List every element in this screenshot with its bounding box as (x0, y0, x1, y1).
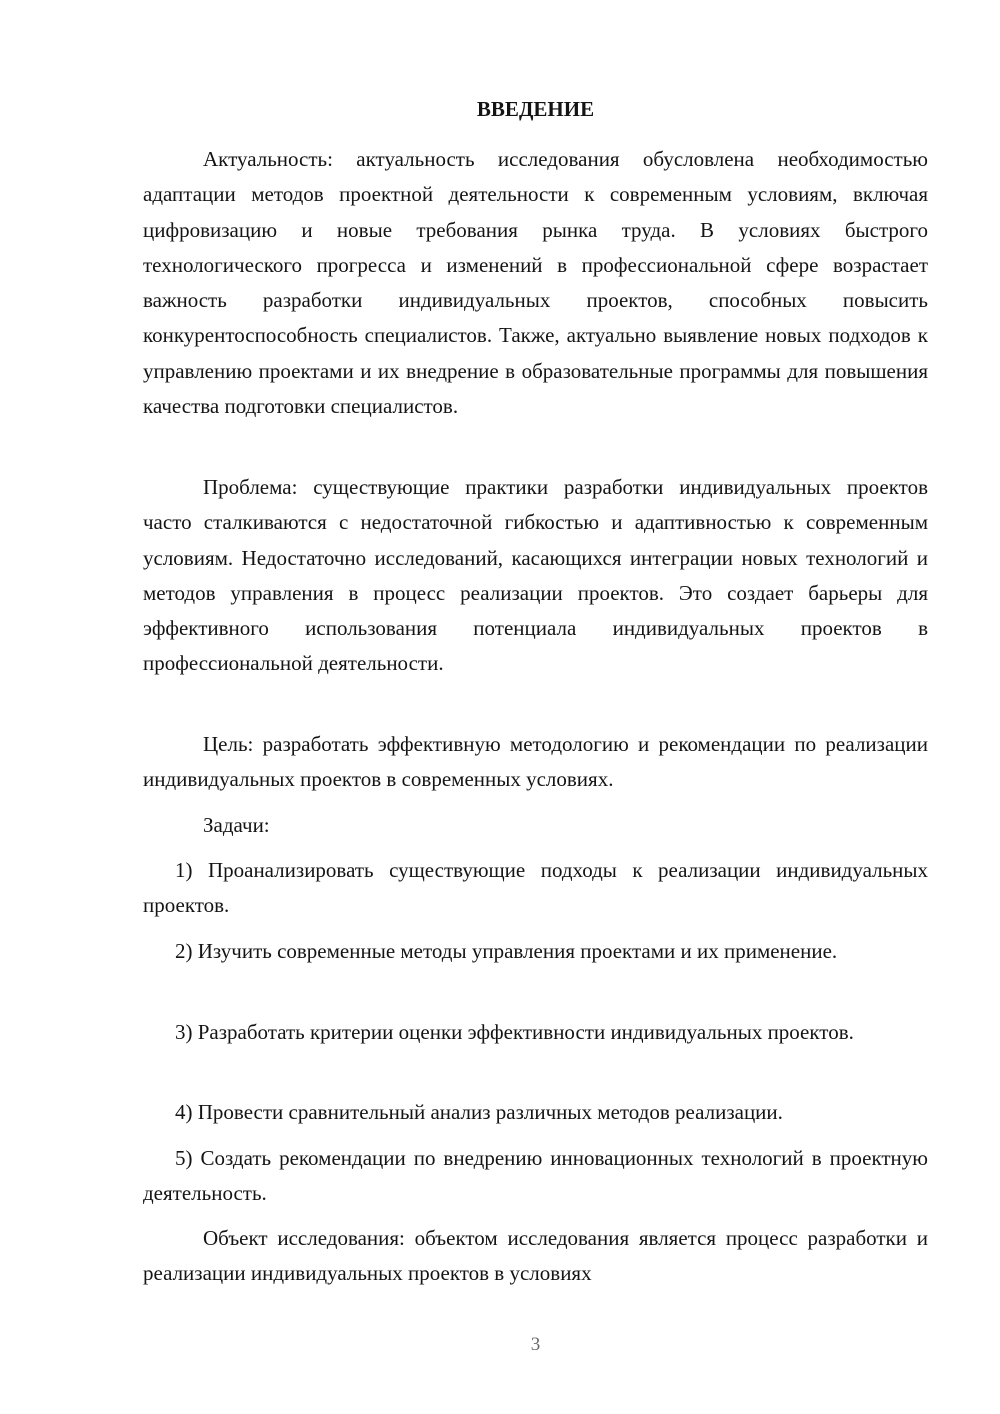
document-page (143, 0, 928, 1414)
tasks-heading: Задачи: (203, 813, 270, 837)
task-item-4: 4) Провести сравнительный анализ различных методов реализации. (175, 1100, 783, 1124)
relevance-paragraph: Актуальность: актуальность исследования обусловлена необходимостью адаптации методов проектной деятельности к современным условиям, включая цифровизацию и новые требования рынка труда. В условиях быстрого технологического прогресса и изменений в профессиональной сфере возрастает важность разработки индивидуальных проектов, способных повысить конкурентоспособность специалистов. Также, актуально выявление новых подходов к управлению проектами и их внедрение в образовательные программы для повышения качества подготовки специалистов. (143, 147, 928, 419)
page-number: 3 (530, 1334, 541, 1355)
object-paragraph: Объект исследования: объектом исследования является процесс разработки и реализации индивидуальных проектов в условиях (143, 1226, 928, 1286)
task-item-5: 5) Создать рекомендации по внедрению инновационных технологий в проектную деятельность. (143, 1146, 928, 1206)
goal-paragraph: Цель: разработать эффективную методологию и рекомендации по реализации индивидуальных проектов в современных условиях. (143, 732, 928, 792)
page-title: ВВЕДЕНИЕ (476, 97, 595, 121)
problem-paragraph: Проблема: существующие практики разработки индивидуальных проектов часто сталкиваются с недостаточной гибкостью и адаптивностью к современным условиям. Недостаточно исследований, касающихся интеграции новых технологий и методов управления в процесс реализации проектов. Это создает барьеры для эффективного использования потенциала индивидуальных проектов в профессиональной деятельности. (143, 475, 928, 676)
task-item-1: 1) Проанализировать существующие подходы к реализации индивидуальных проектов. (143, 858, 928, 918)
task-item-2: 2) Изучить современные методы управления проектами и их применение. (175, 939, 838, 963)
task-item-3: 3) Разработать критерии оценки эффективности индивидуальных проектов. (175, 1020, 854, 1044)
